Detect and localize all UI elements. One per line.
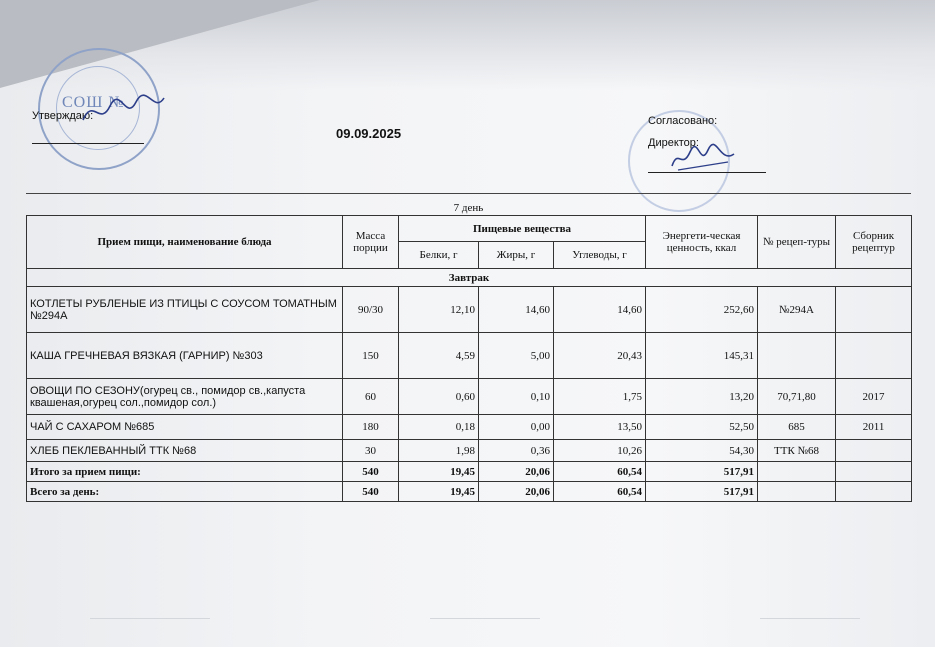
meal-row: [27, 269, 912, 287]
day-total-recipe-empty: [758, 482, 836, 502]
bleed-through-mark: [430, 618, 540, 619]
dish-mass: 90/30: [343, 287, 399, 333]
dish-protein: 4,59: [399, 333, 479, 379]
day-total-protein: 19,45: [399, 482, 479, 502]
table-row: [27, 287, 912, 333]
meal-total-label: Итого за прием пищи:: [27, 462, 343, 482]
approve-signature: [78, 92, 168, 132]
day-total-fat: 20,06: [479, 482, 554, 502]
table-row: [27, 333, 912, 379]
director-label: Директор:: [648, 137, 699, 149]
bleed-through-mark: [760, 618, 860, 619]
meal-total-fat: 20,06: [479, 462, 554, 482]
dish-fat: 0,10: [479, 379, 554, 415]
dish-recipe: [758, 333, 836, 379]
day-total-label: Всего за день:: [27, 482, 343, 502]
day-total-carbs: 60,54: [554, 482, 646, 502]
bleed-through-mark: [90, 618, 210, 619]
table-row: [27, 379, 912, 415]
table-row: [27, 415, 912, 440]
dish-protein: 12,10: [399, 287, 479, 333]
dish-energy: 13,20: [646, 379, 758, 415]
dish-name: ХЛЕБ ПЕКЛЕВАННЫЙ ТТК №68: [27, 440, 343, 462]
meal-total-collection-empty: [836, 462, 912, 482]
meal-total-carbs: 60,54: [554, 462, 646, 482]
day-total-energy: 517,91: [646, 482, 758, 502]
dish-energy: 145,31: [646, 333, 758, 379]
dish-name: ЧАЙ С САХАРОМ №685: [27, 415, 343, 440]
dish-collection: [836, 440, 912, 462]
col-header-energy: Энергети-ческая ценность, ккал: [646, 216, 758, 269]
dish-recipe: №294А: [758, 287, 836, 333]
dish-fat: 14,60: [479, 287, 554, 333]
dish-fat: 5,00: [479, 333, 554, 379]
dish-carbs: 20,43: [554, 333, 646, 379]
meal-total-energy: 517,91: [646, 462, 758, 482]
dish-protein: 1,98: [399, 440, 479, 462]
dish-energy: 52,50: [646, 415, 758, 440]
dish-collection: [836, 333, 912, 379]
col-header-collection: Сборник рецептур: [836, 216, 912, 269]
approve-signature-line: [32, 143, 144, 144]
col-header-protein: Белки, г: [399, 242, 479, 269]
col-header-recipe: № рецеп-туры: [758, 216, 836, 269]
dish-energy: 252,60: [646, 287, 758, 333]
dish-mass: 60: [343, 379, 399, 415]
col-header-nutrients: Пищевые вещества: [399, 216, 646, 242]
dish-collection: 2011: [836, 415, 912, 440]
dish-name: ОВОЩИ ПО СЕЗОНУ(огурец св., помидор св.,капуста квашеная,огурец сол.,помидор сол.): [27, 379, 343, 415]
dish-recipe: 70,71,80: [758, 379, 836, 415]
meal-total-row: [27, 462, 912, 482]
dish-fat: 0,00: [479, 415, 554, 440]
dish-recipe: 685: [758, 415, 836, 440]
approve-label: Утверждаю:: [32, 110, 94, 122]
day-total-collection-empty: [836, 482, 912, 502]
dish-recipe: ТТК №68: [758, 440, 836, 462]
meal-total-recipe-empty: [758, 462, 836, 482]
col-header-mass: Масса порции: [343, 216, 399, 269]
agreed-label: Согласовано:: [648, 115, 718, 127]
col-header-fat: Жиры, г: [479, 242, 554, 269]
director-signature-line: [648, 172, 766, 173]
dish-fat: 0,36: [479, 440, 554, 462]
meal-total-mass: 540: [343, 462, 399, 482]
dish-carbs: 10,26: [554, 440, 646, 462]
dish-mass: 180: [343, 415, 399, 440]
meal-total-protein: 19,45: [399, 462, 479, 482]
table-row: [27, 440, 912, 462]
header-rule: [26, 193, 911, 194]
col-header-meal-dish: Прием пищи, наименование блюда: [27, 216, 343, 269]
dish-carbs: 1,75: [554, 379, 646, 415]
meal-name: Завтрак: [27, 269, 912, 287]
stamp-text: СОШ №: [62, 94, 125, 111]
dish-carbs: 14,60: [554, 287, 646, 333]
dish-name: КОТЛЕТЫ РУБЛЕНЫЕ ИЗ ПТИЦЫ С СОУСОМ ТОМАТНЫМ №294А: [27, 287, 343, 333]
dish-mass: 30: [343, 440, 399, 462]
dish-mass: 150: [343, 333, 399, 379]
col-header-carbs: Углеводы, г: [554, 242, 646, 269]
menu-table: [26, 215, 912, 502]
dish-name: КАША ГРЕЧНЕВАЯ ВЯЗКАЯ (ГАРНИР) №303: [27, 333, 343, 379]
day-total-mass: 540: [343, 482, 399, 502]
day-total-row: [27, 482, 912, 502]
dish-protein: 0,18: [399, 415, 479, 440]
header-row: [27, 216, 912, 242]
document-date: 09.09.2025: [336, 126, 402, 141]
director-signature: [668, 140, 738, 176]
day-title: 7 день: [453, 202, 484, 214]
dish-collection: 2017: [836, 379, 912, 415]
dish-energy: 54,30: [646, 440, 758, 462]
dish-protein: 0,60: [399, 379, 479, 415]
dish-collection: [836, 287, 912, 333]
dish-carbs: 13,50: [554, 415, 646, 440]
